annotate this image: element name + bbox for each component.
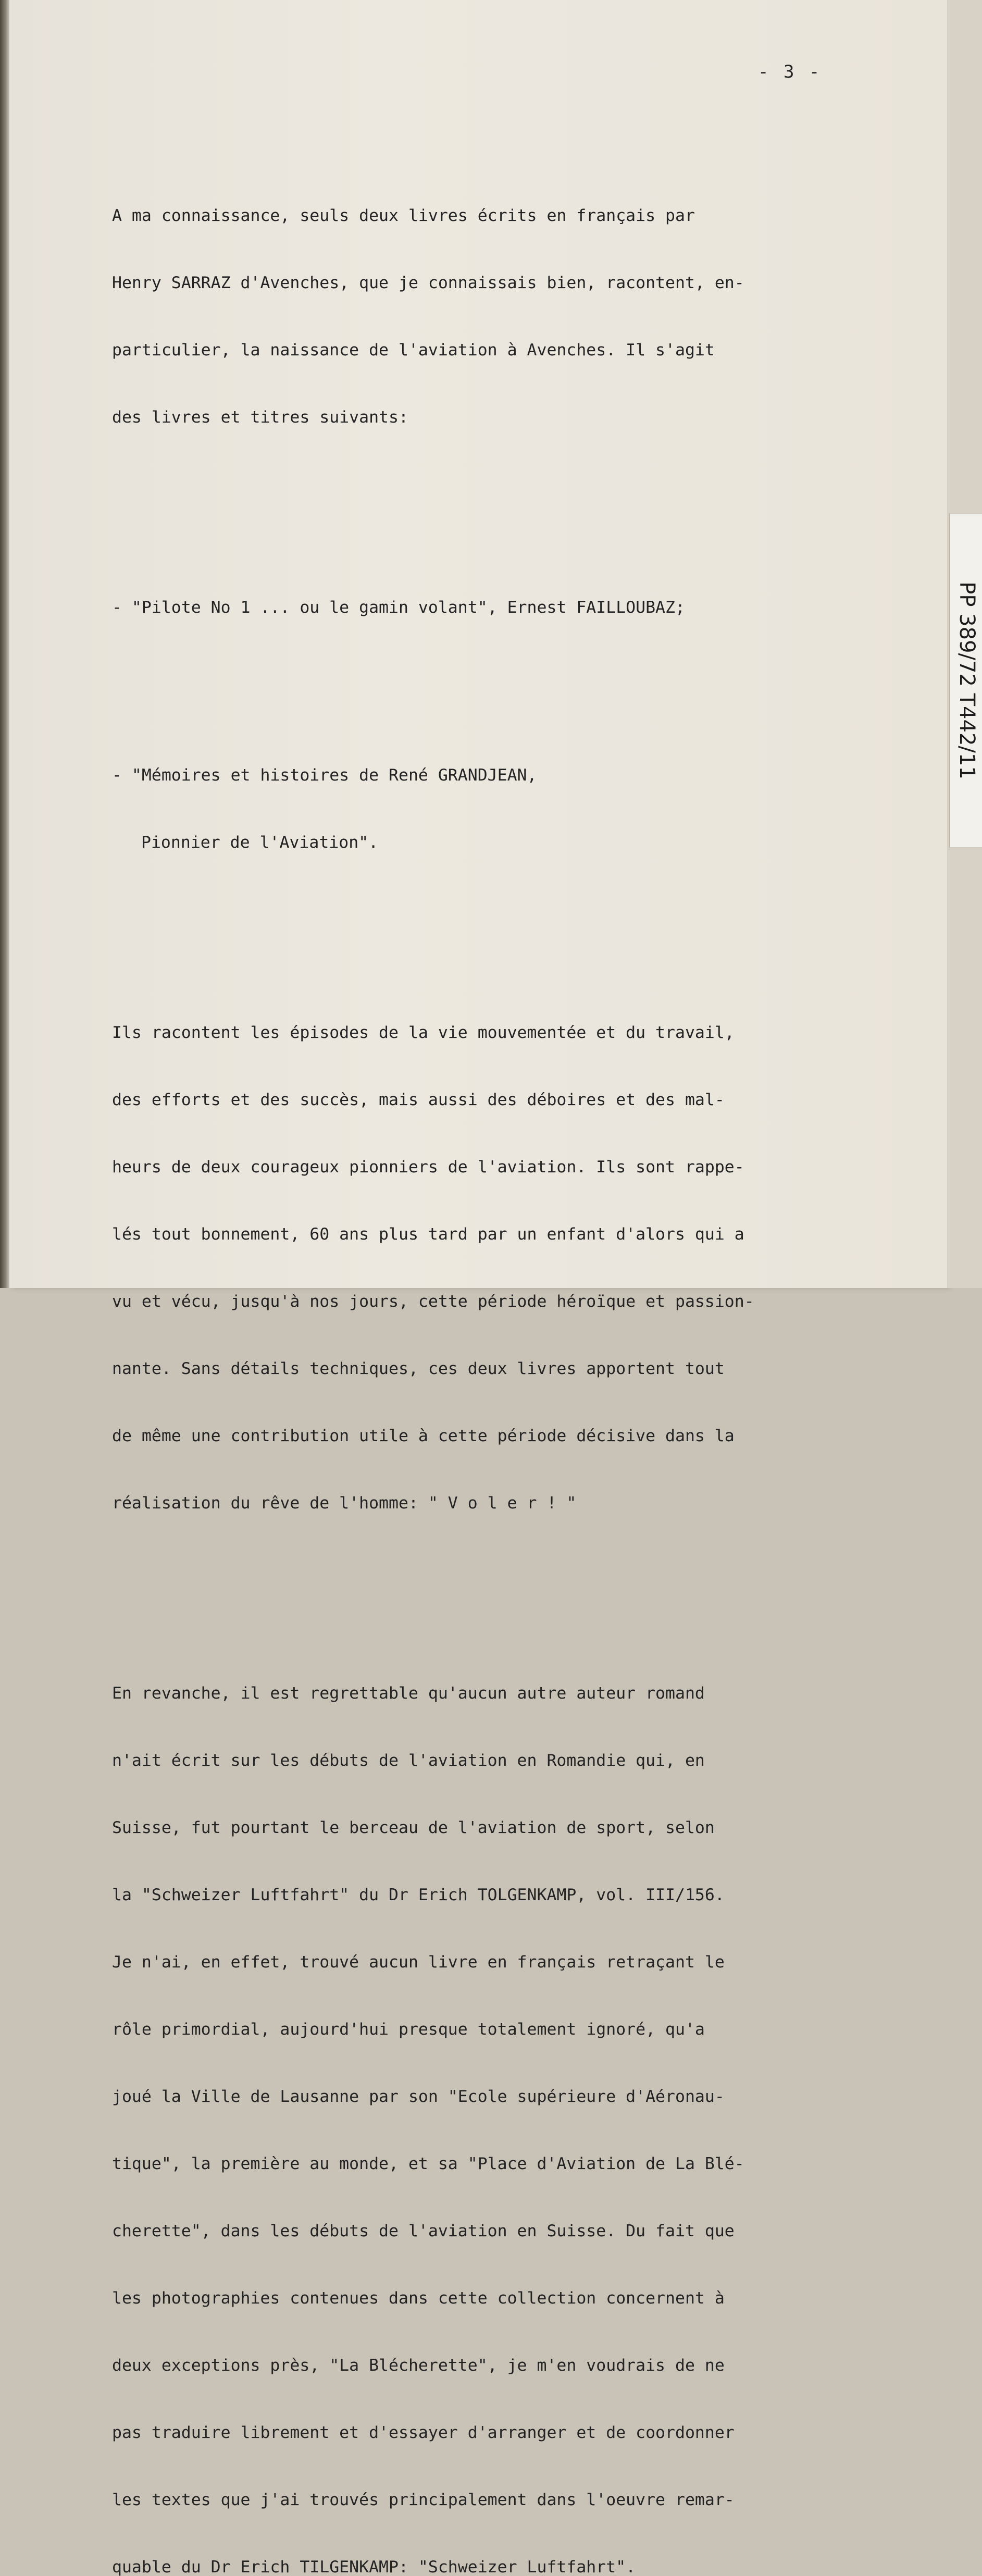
list-line: - "Mémoires et histoires de René GRANDJEAN, — [112, 766, 537, 785]
text-line: quable du Dr Erich TILGENKAMP: "Schweizer Luftfahrt". — [112, 2558, 636, 2576]
list-line: - "Pilote No 1 ... ou le gamin volant", Ernest FAILLOUBAZ; — [112, 598, 685, 617]
text-line: vu et vécu, jusqu'à nos jours, cette période héroïque et passion- — [112, 1292, 754, 1311]
text-line: réalisation du rêve de l'homme: " V o l e r ! " — [112, 1494, 577, 1513]
text-line: lés tout bonnement, 60 ans plus tard par un enfant d'alors qui a — [112, 1225, 744, 1244]
text-line: n'ait écrit sur les débuts de l'aviation en Romandie qui, en — [112, 1751, 705, 1770]
text-line: les textes que j'ai trouvés principalement dans l'oeuvre remar- — [112, 2491, 735, 2509]
paragraph-lausanne — [112, 1638, 857, 2576]
text-line: En revanche, il est regrettable qu'aucun autre auteur romand — [112, 1684, 705, 1703]
archive-label — [949, 513, 982, 848]
text-line: de même une contribution utile à cette période décisive dans la — [112, 1427, 735, 1445]
list-line: Pionnier de l'Aviation". — [141, 833, 379, 852]
text-line: joué la Ville de Lausanne par son "Ecole supérieure d'Aéronau- — [112, 2087, 725, 2106]
text-line: cherette", dans les débuts de l'aviation en Suisse. Du fait que — [112, 2222, 735, 2240]
page-left-edge — [0, 0, 9, 1288]
text-line: les photographies contenues dans cette collection concernent à — [112, 2289, 725, 2308]
text-line: tique", la première au monde, et sa "Place d'Aviation de La Blé- — [112, 2154, 744, 2173]
text-line: des livres et titres suivants: — [112, 408, 408, 427]
book-list-item — [112, 552, 857, 664]
text-line: la "Schweizer Luftfahrt" du Dr Erich TOLGENKAMP, vol. III/156. — [112, 1886, 725, 1904]
text-line: pas traduire librement et d'essayer d'arranger et de coordonner — [112, 2423, 735, 2442]
text-line: A ma connaissance, seuls deux livres écrits en français par — [112, 206, 695, 225]
text-line: rôle primordial, aujourd'hui presque totalement ignoré, qu'a — [112, 2020, 705, 2039]
text-line: des efforts et des succès, mais aussi des déboires et des mal- — [112, 1091, 725, 1109]
book-list-item — [112, 720, 857, 899]
text-line: heurs de deux courageux pionniers de l'aviation. Ils sont rappe- — [112, 1158, 744, 1176]
text-line: Je n'ai, en effet, trouvé aucun livre en français retraçant le — [112, 1953, 725, 1972]
paragraph-intro — [112, 160, 857, 474]
text-line: particulier, la naissance de l'aviation à Avenches. Il s'agit — [112, 341, 715, 360]
text-line: Suisse, fut pourtant le berceau de l'aviation de sport, selon — [112, 1818, 715, 1837]
page-number: - 3 - — [758, 61, 822, 82]
text-line: Henry SARRAZ d'Avenches, que je connaissais bien, racontent, en- — [112, 274, 744, 292]
paragraph-pioneers — [112, 977, 857, 1559]
archive-label-text: PP 389/72 T442/11 — [955, 581, 979, 779]
text-line: deux exceptions près, "La Blécherette", je m'en voudrais de ne — [112, 2356, 725, 2375]
document-body — [112, 93, 857, 2576]
text-line: nante. Sans détails techniques, ces deux livres apportent tout — [112, 1359, 725, 1378]
text-line: Ils racontent les épisodes de la vie mouvementée et du travail, — [112, 1023, 735, 1042]
